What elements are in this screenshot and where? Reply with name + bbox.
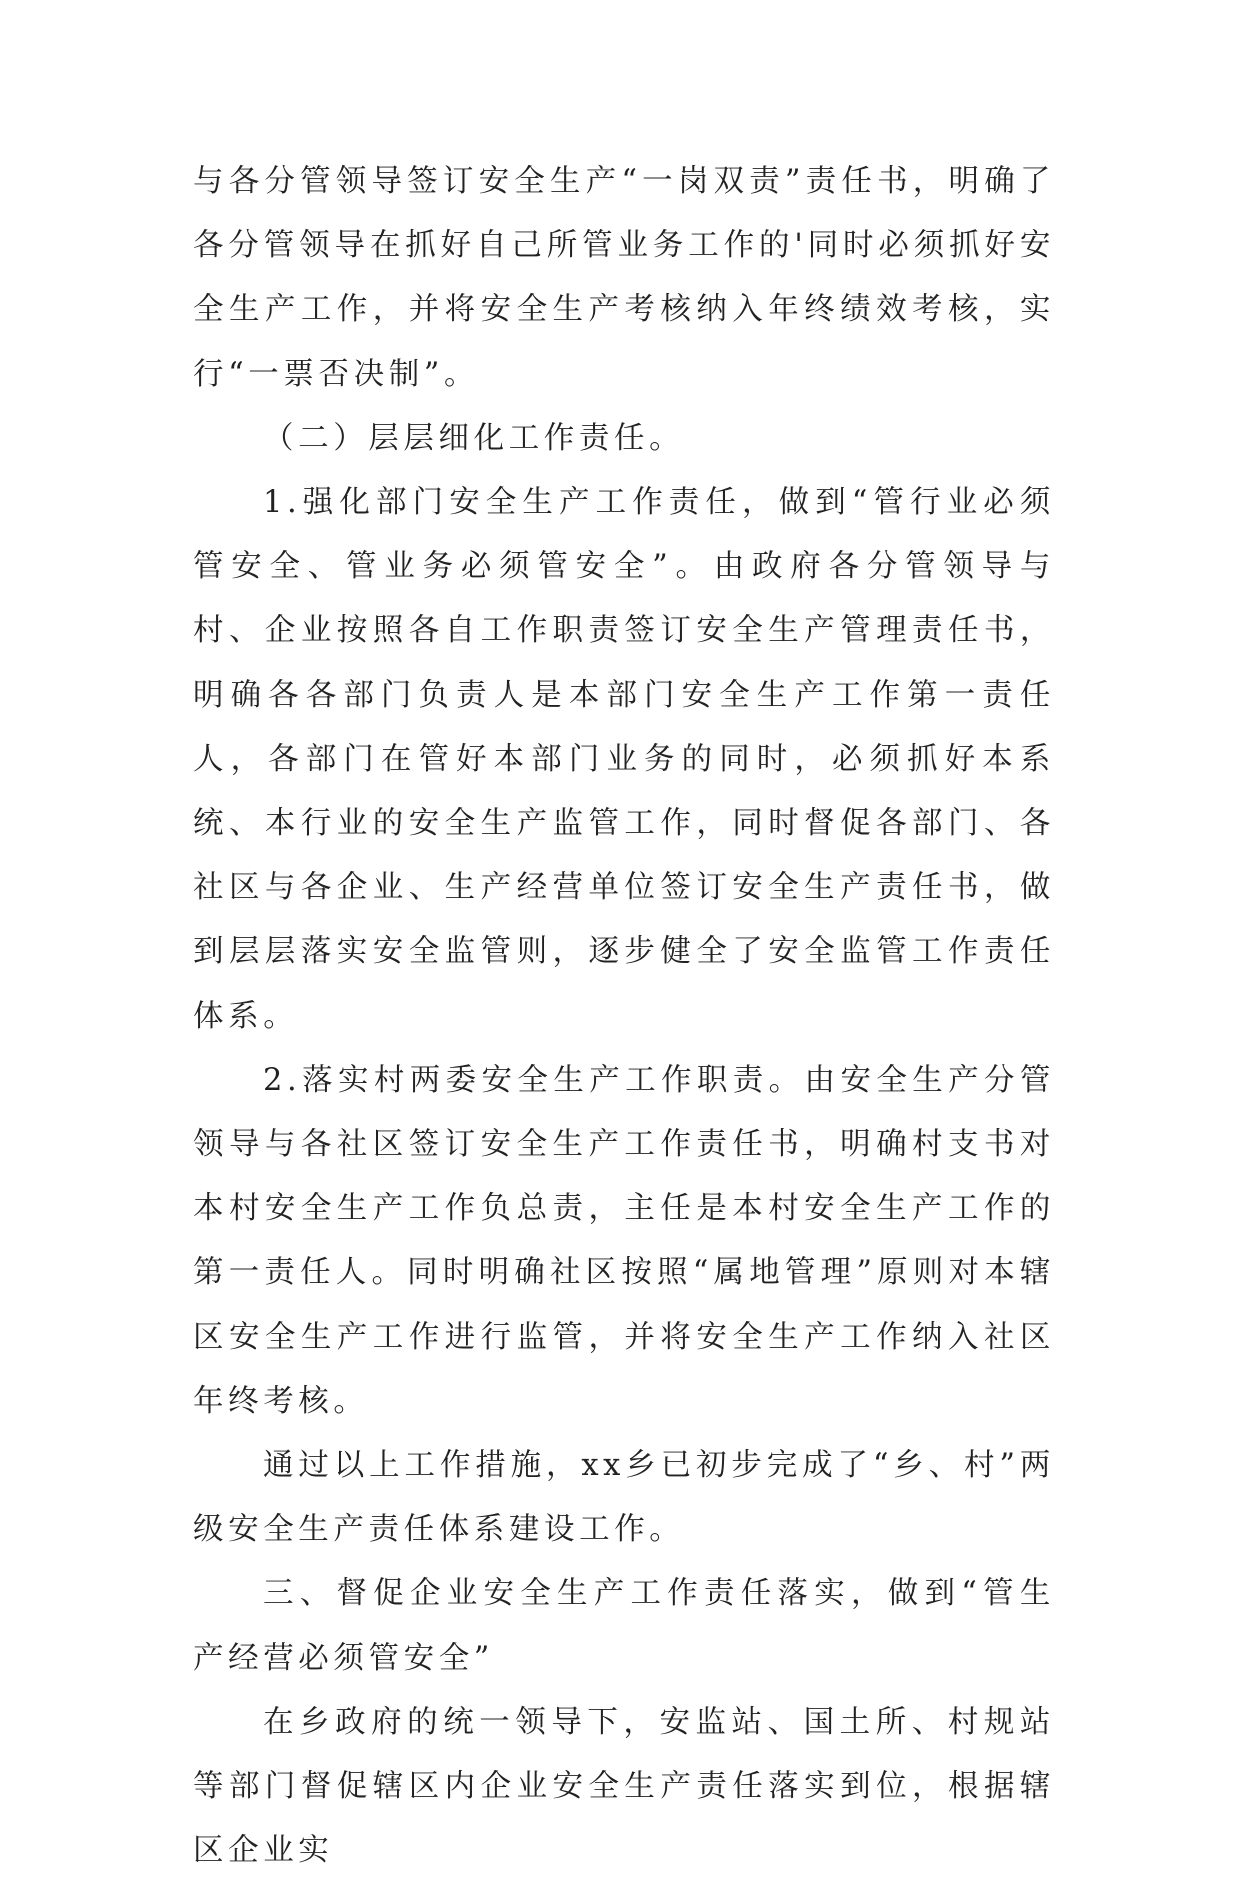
document-body <box>193 150 1055 1883</box>
paragraph-1: 与各分管领导签订安全生产“一岗双责”责任书，明确了各分管领导在抓好自己所管业务工作的'同时必须抓好安全生产工作，并将安全生产考核纳入年终绩效考核，实行“一票否决制”。 <box>193 164 1055 392</box>
paragraph-enterprise: 在乡政府的统一领导下，安监站、国土所、村规站等部门督促辖区内企业安全生产责任落实到位，根据辖区企业实 <box>193 1704 1055 1869</box>
paragraph-item-1: 1.强化部门安全生产工作责任，做到“管行业必须管安全、管业务必须管安全”。由政府各分管领导与村、企业按照各自工作职责签订安全生产管理责任书，明确各各部门负责人是本部门安全生产工作第一责任人，各部门在管好本部门业务的同时，必须抓好本系统、本行业的安全生产监管工作，同时督促各部门、各社区与各企业、生产经营单位签订安全生产责任书，做到层层落实安全监管则，逐步健全了安全监管工作责任体系。 <box>193 485 1055 1034</box>
paragraph-item-2: 2.落实村两委安全生产工作职责。由安全生产分管领导与各社区签订安全生产工作责任书，明确村支书对本村安全生产工作负总责，主任是本村安全生产工作的第一责任人。同时明确社区按照“属地管理”原则对本辖区安全生产工作进行监管，并将安全生产工作纳入社区年终考核。 <box>193 1062 1055 1419</box>
paragraph-summary: 通过以上工作措施，xx乡已初步完成了“乡、村”两级安全生产责任体系建设工作。 <box>193 1448 1055 1548</box>
section-heading-3: 三、督促企业安全生产工作责任落实，做到“管生产经营必须管安全” <box>193 1576 1055 1676</box>
section-heading-2: （二）层层细化工作责任。 <box>263 420 685 456</box>
